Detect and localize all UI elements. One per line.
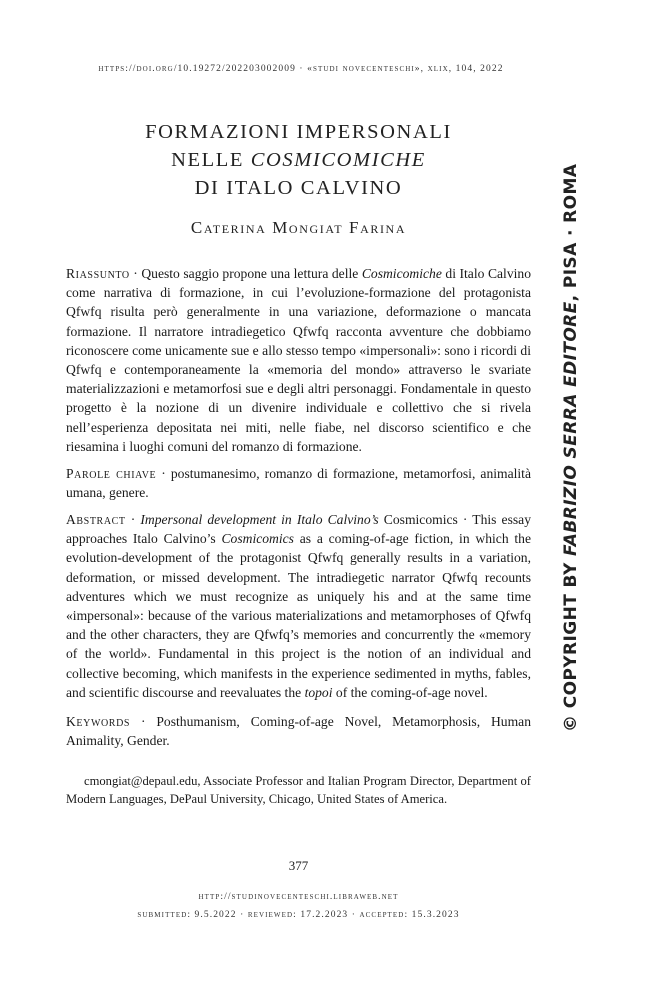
- running-head: https://doi.org/10.19272/202203002009 · «studi novecenteschi», xlix, 104, 2022: [98, 64, 504, 74]
- author-name: Caterina Mongiat Farina: [190, 218, 407, 237]
- parole-chiave-text: postumanesimo, romanzo di formazione, metamorfosi, animalità umana, genere.: [66, 466, 531, 501]
- riassunto-text-b: di Italo Calvino come narrativa di formazione, in cui l’evoluzione-formazione del protagonista Qfwfq risulta però generalmente in una variazione, deformazione o mancata formazione. Il narratore intradiegetico Qfwfq racconta avventure che dobbiamo riconoscere come unicamente sue e allo stesso tempo «impersonali»: sono i ricordi di Qfwfq e contemporaneamente la «memoria del mondo» attraverso le svariate materializzazioni e metamorfosi sue e degli altri personaggi. Fondamentale in questo progetto è la nozione di un divenire individuale e collettivo che si rivela nell’esperienza depositata nei miti, nelle fiabe, nel discorso scientifico e che riesamina i luoghi comuni del romanzo di formazione.: [66, 266, 531, 454]
- parole-chiave-separator: ·: [156, 466, 171, 481]
- abstract-title-italic: Impersonal development in Italo Calvino’s: [140, 512, 379, 527]
- abstract-title-rest: Cosmicomics: [378, 512, 458, 527]
- riassunto-separator: ·: [129, 266, 142, 281]
- author-affiliation: cmongiat@depaul.edu, Associate Professor and Italian Program Director, Department of Modern Languages, DePaul University, Chicago, United States of America.: [66, 774, 531, 806]
- article-title: [66, 118, 531, 202]
- keywords-separator: ·: [130, 714, 157, 729]
- abstract-text-b: as a coming-of-age fiction, in which the evolution-development of the protagonist Qfwfq generally results in a variation, deformation, or missed development. The intradiegetic narrator Qfwfq recounts adventures which we must recognize as uniquely his and at the same time «impersonal»: because of the various materializations and metamorphoses of Qfwfq and the other characters, they are Qfwfq’s memories and concurrently the «memory of the world». Fundamental in this project is the notion of an individual and collective becoming, which manifests in the experience sedimented in myths, fables, and scientific discourse and reevaluates the: [66, 531, 531, 700]
- abstract-text-a: This essay approaches Italo Calvino’s: [66, 512, 531, 547]
- keywords-text: Posthumanism, Coming-of-age Novel, Metamorphosis, Human Animality, Gender.: [66, 714, 532, 749]
- riassunto-paragraph: [66, 264, 531, 456]
- abstract-label: Abstract: [66, 512, 126, 527]
- copyright-suffix: , PISA · ROMA: [561, 163, 581, 302]
- copyright-notice: [556, 163, 586, 732]
- page-number: 377: [288, 858, 309, 873]
- abstract-italic-topoi: topoi: [304, 684, 333, 700]
- riassunto-label: Riassunto: [66, 266, 130, 281]
- abstract-separator-2: ·: [457, 512, 473, 527]
- title-line-2-prefix: NELLE: [171, 149, 251, 171]
- keywords-label: Keywords: [66, 714, 131, 729]
- footer-url-link[interactable]: http://studinovecenteschi.libraweb.net: [198, 892, 399, 902]
- keywords-paragraph: [66, 712, 531, 750]
- footer-dates: submitted: 9.5.2022 · reviewed: 17.2.2023 · accepted: 15.3.2023: [137, 910, 460, 920]
- abstract-paragraph: [66, 510, 531, 702]
- title-line-2-italic: COSMICOMICHE: [250, 149, 426, 171]
- abstract-italic-cosmicomics: Cosmicomics: [221, 531, 294, 547]
- parole-chiave-label: Parole chiave: [66, 466, 157, 481]
- riassunto-text-a: Questo saggio propone una lettura delle: [141, 266, 362, 281]
- parole-chiave-paragraph: [66, 464, 531, 502]
- riassunto-italic-title: Cosmicomiche: [361, 266, 442, 281]
- abstract-text-c: of the coming-of-age novel.: [332, 684, 488, 700]
- title-line-2: [66, 146, 531, 174]
- copyright-prefix: © COPYRIGHT BY: [561, 556, 581, 732]
- title-line-3: DI ITALO CALVINO: [194, 177, 403, 199]
- copyright-publisher: FABRIZIO SERRA EDITORE: [561, 301, 581, 557]
- abstract-separator: ·: [125, 512, 141, 527]
- title-line-1: FORMAZIONI IMPERSONALI: [145, 121, 452, 143]
